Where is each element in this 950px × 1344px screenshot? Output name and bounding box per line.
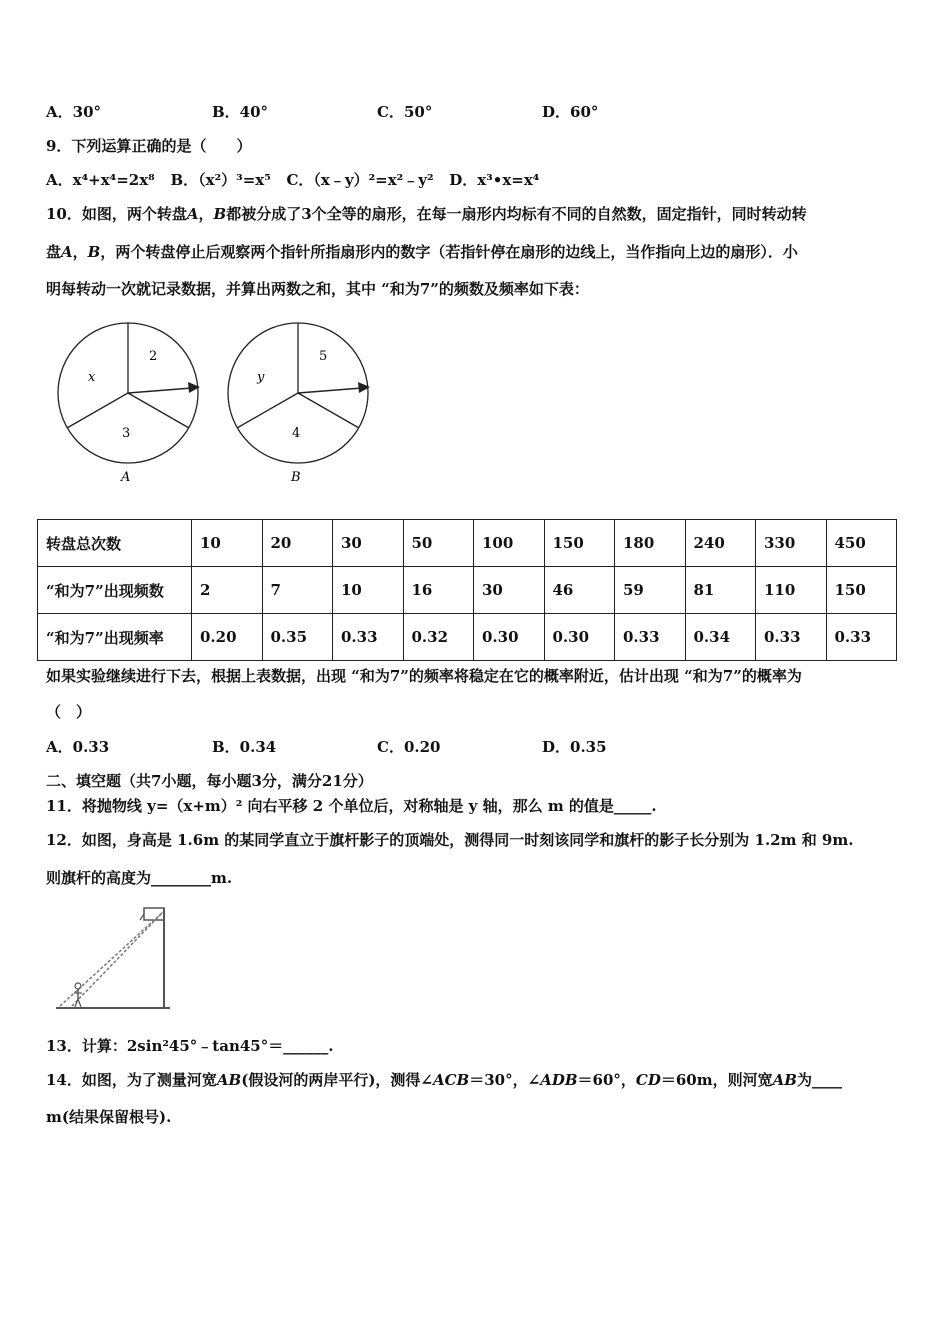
q14-var: ADB — [540, 1071, 578, 1089]
frequency-table — [37, 519, 897, 661]
q10-line-2 — [46, 242, 798, 262]
q14-var: ACB — [432, 1071, 470, 1089]
q10-text: 盘 — [46, 243, 62, 261]
q14-var: AB — [216, 1071, 242, 1089]
q10-text: ， — [72, 243, 88, 261]
table-cell: 81 — [685, 567, 756, 614]
wheel-a-label: A — [121, 470, 131, 485]
q10-after-1: 如果实验继续进行下去，根据上表数据，出现 “和为7”的频率将稳定在它的概率附近，估计出现 “和为7”的概率为 — [46, 667, 802, 685]
wheel-b-label: B — [291, 470, 301, 485]
q11: 11．将抛物线 y=（x+m）² 向右平移 2 个单位后，对称轴是 y 轴，那么 m 的值是_____. — [46, 797, 657, 815]
wheel-a-sector-2: 2 — [149, 349, 158, 364]
q8-option-b: B．40° — [212, 103, 269, 121]
q12-line-2: 则旗杆的高度为________m. — [46, 869, 233, 887]
table-cell: 330 — [756, 520, 827, 567]
table-row — [38, 614, 897, 661]
table-cell: 2 — [192, 567, 263, 614]
q13: 13．计算：2sin²45°﹣tan45°＝______. — [46, 1037, 334, 1055]
table-cell: 0.30 — [544, 614, 615, 661]
section-2-heading: 二、填空题（共7小题，每小题3分，满分21分） — [46, 772, 373, 790]
q10-text: 都被分成了3个全等的扇形，在每一扇形内均标有不同的自然数，固定指针，同时转动转 — [226, 205, 807, 223]
table-cell: 0.20 — [192, 614, 263, 661]
q10-option-b: B．0.34 — [212, 738, 277, 756]
q9-option-b-label: B． — [170, 171, 199, 189]
q10-var-b: B — [87, 243, 101, 261]
q8-option-c: C．50° — [377, 103, 433, 121]
table-cell: 0.33 — [615, 614, 686, 661]
q10-text: ，两个转盘停止后观察两个指针所指扇形内的数字（若指针停在扇形的边线上，当作指向上边的扇形）．小 — [100, 243, 798, 261]
table-cell: 20 — [262, 520, 333, 567]
q10-var-b: B — [213, 205, 227, 223]
q12-line-1: 12．如图，身高是 1.6m 的某同学直立于旗杆影子的顶端处，测得同一时刻该同学和旗杆的影子长分别为 1.2m 和 9m. — [46, 831, 854, 849]
q8-option-d: D．60° — [542, 103, 599, 121]
spinner-figure — [40, 315, 400, 495]
table-cell: 110 — [756, 567, 827, 614]
q9-option-d-label: D． — [449, 171, 478, 189]
table-cell: 180 — [615, 520, 686, 567]
q14-line-2: m(结果保留根号). — [46, 1108, 172, 1126]
table-row — [38, 520, 897, 567]
q9-option-a-label: A． — [46, 171, 73, 189]
q14-text: ＝30°，∠ — [469, 1071, 541, 1089]
row-label-freqs: “和为7”出现频率 — [38, 614, 192, 661]
q9-stem: 9．下列运算正确的是（ ） — [46, 137, 252, 155]
q10-var-a: A — [61, 243, 73, 261]
table-cell: 10 — [333, 567, 404, 614]
q14-line-1 — [46, 1070, 842, 1090]
table-cell: 150 — [826, 567, 897, 614]
table-cell: 59 — [615, 567, 686, 614]
q9-option-a: x⁴+x⁴=2x⁸ — [72, 171, 155, 189]
wheel-a-sector-3: 3 — [122, 426, 131, 441]
q10-line-3: 明每转动一次就记录数据，并算出两数之和，其中 “和为7”的频数及频率如下表： — [46, 280, 589, 298]
q10-text: 10．如图，两个转盘 — [46, 205, 187, 223]
table-cell: 100 — [474, 520, 545, 567]
q10-text: ， — [198, 205, 214, 223]
table-row — [38, 567, 897, 614]
wheel-b-sector-2: 5 — [319, 349, 328, 364]
q10-line-1 — [46, 204, 807, 224]
row-label-totals: 转盘总次数 — [38, 520, 192, 567]
table-cell: 450 — [826, 520, 897, 567]
q10-option-d: D．0.35 — [542, 738, 607, 756]
table-cell: 240 — [685, 520, 756, 567]
q10-option-a: A．0.33 — [46, 738, 110, 756]
table-cell: 0.32 — [403, 614, 474, 661]
q8-option-a: A．30° — [46, 103, 102, 121]
q14-text: ＝60°， — [577, 1071, 636, 1089]
q9-option-c-label: C． — [286, 171, 314, 189]
wheel-b-sector-3: 4 — [292, 426, 301, 441]
table-cell: 46 — [544, 567, 615, 614]
q10-option-c: C．0.20 — [377, 738, 441, 756]
wheel-b-sector-1: y — [257, 370, 265, 385]
table-cell: 0.33 — [333, 614, 404, 661]
wheel-a-sector-1: x — [88, 370, 96, 385]
q14-text: (假设河的两岸平行)，测得∠ — [241, 1071, 433, 1089]
table-cell: 50 — [403, 520, 474, 567]
wheel-a — [58, 323, 200, 485]
table-cell: 30 — [474, 567, 545, 614]
q10-var-a: A — [186, 205, 199, 223]
q9-option-b: （x²）³=x⁵ — [198, 171, 271, 189]
flagpole-figure — [50, 900, 180, 1015]
table-cell: 0.33 — [756, 614, 827, 661]
q14-var: AB — [772, 1071, 797, 1089]
table-cell: 0.35 — [262, 614, 333, 661]
q9-option-c: （x﹣y）²=x²﹣y² — [313, 171, 434, 189]
table-cell: 150 — [544, 520, 615, 567]
q9-options — [46, 170, 539, 190]
table-cell: 7 — [262, 567, 333, 614]
table-cell: 16 — [403, 567, 474, 614]
table-cell: 30 — [333, 520, 404, 567]
q14-text: ＝60m，则河宽 — [660, 1071, 773, 1089]
q9-option-d: x³•x=x⁴ — [477, 171, 540, 189]
q14-text: 为____ — [796, 1071, 842, 1089]
table-cell: 0.34 — [685, 614, 756, 661]
table-cell: 0.30 — [474, 614, 545, 661]
person-icon — [74, 983, 82, 1007]
q14-text: 14．如图，为了测量河宽 — [46, 1071, 217, 1089]
row-label-counts: “和为7”出现频数 — [38, 567, 192, 614]
wheel-b — [228, 323, 370, 485]
table-cell: 0.33 — [826, 614, 897, 661]
q14-var: CD — [635, 1071, 661, 1089]
table-cell: 10 — [192, 520, 263, 567]
q10-after-2: （ ） — [46, 703, 92, 721]
